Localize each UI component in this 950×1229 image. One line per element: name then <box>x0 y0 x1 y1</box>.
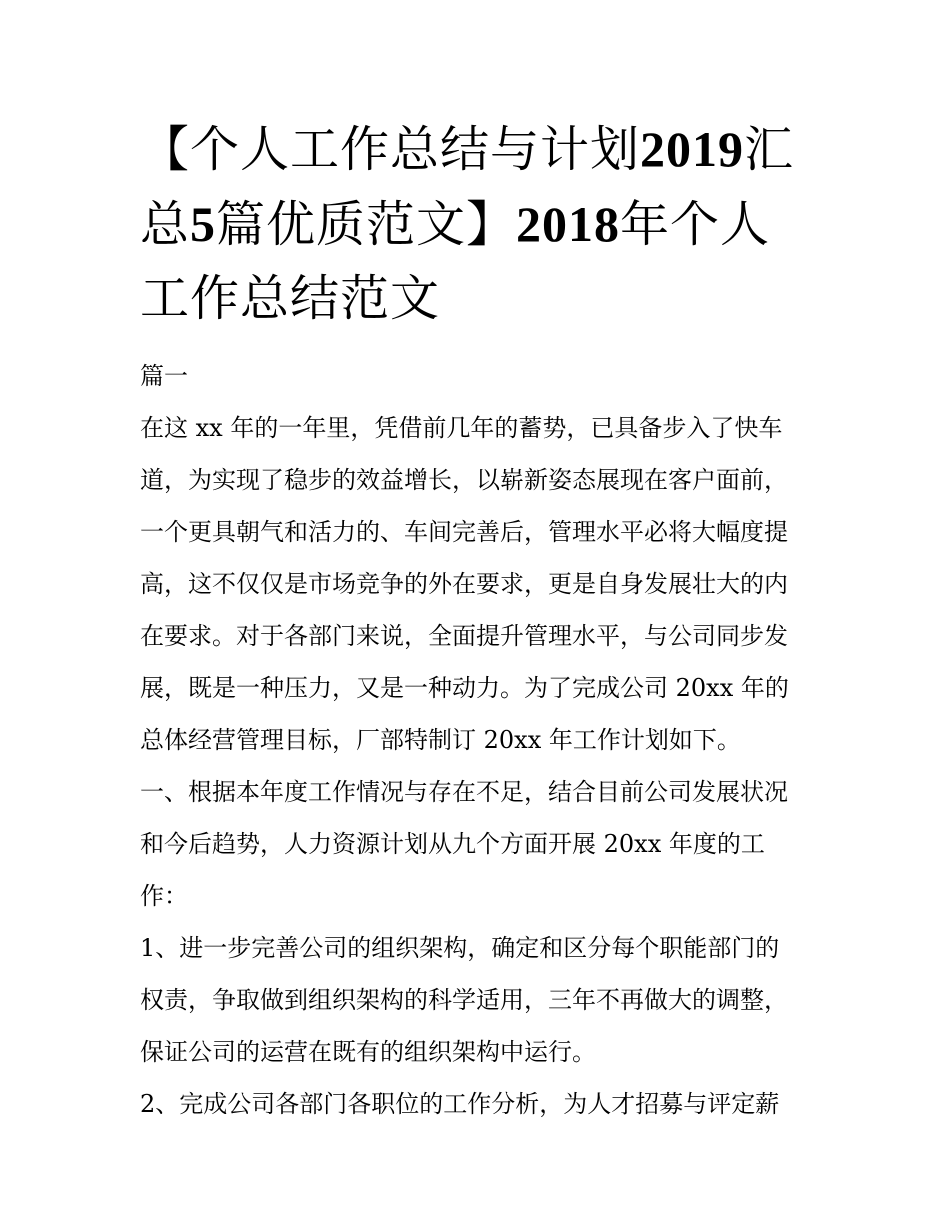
title-line-2 <box>140 196 770 253</box>
title-text: 篇优质范文】 <box>216 196 517 253</box>
paragraph-line: 保证公司的运营在既有的组织架构中运行。 <box>140 1038 596 1066</box>
paragraph-line: 一个更具朝气和活力的、车间完善后，管理水平必将大幅度提 <box>140 518 788 546</box>
paragraph-line: 和今后趋势，人力资源计划从九个方面开展 20xx 年度的工 <box>140 830 765 858</box>
paragraph-line: 在要求。对于各部门来说，全面提升管理水平，与公司同步发 <box>140 622 788 650</box>
title-text: 【个人工作总结与计划 <box>140 121 641 178</box>
paragraph-line: 一、根据本年度工作情况与存在不足，结合目前公司发展状况 <box>140 778 788 806</box>
title-line-3: 工作总结范文 <box>140 270 441 327</box>
title-text: 总 <box>140 196 191 253</box>
section-heading: 篇一 <box>140 362 188 390</box>
paragraph-line: 总体经营管理目标，厂部特制订 20xx 年工作计划如下。 <box>140 726 741 754</box>
title-text: 年个人 <box>620 196 771 253</box>
paragraph-line: 道，为实现了稳步的效益增长，以崭新姿态展现在客户面前， <box>140 466 788 494</box>
title-count: 5 <box>190 196 217 252</box>
document-title <box>140 112 820 336</box>
title-line-1 <box>140 121 794 178</box>
paragraph-line: 1、进一步完善公司的组织架构，确定和区分每个职能部门的 <box>140 934 780 962</box>
paragraph-line: 作： <box>140 882 188 910</box>
paragraph-line: 高，这不仅仅是市场竞争的外在要求，更是自身发展壮大的内 <box>140 570 788 598</box>
title-text: 汇 <box>744 121 795 178</box>
title-year: 2018 <box>516 196 621 252</box>
paragraph-line: 权责，争取做到组织架构的科学适用，三年不再做大的调整， <box>140 986 788 1014</box>
paragraph-line: 在这 xx 年的一年里，凭借前几年的蓄势，已具备步入了快车 <box>140 414 783 442</box>
paragraph-line: 展，既是一种压力，又是一种动力。为了完成公司 20xx 年的 <box>140 674 789 702</box>
paragraph-line: 2、完成公司各部门各职位的工作分析，为人才招募与评定薪 <box>140 1090 780 1118</box>
title-year: 2019 <box>640 121 745 177</box>
